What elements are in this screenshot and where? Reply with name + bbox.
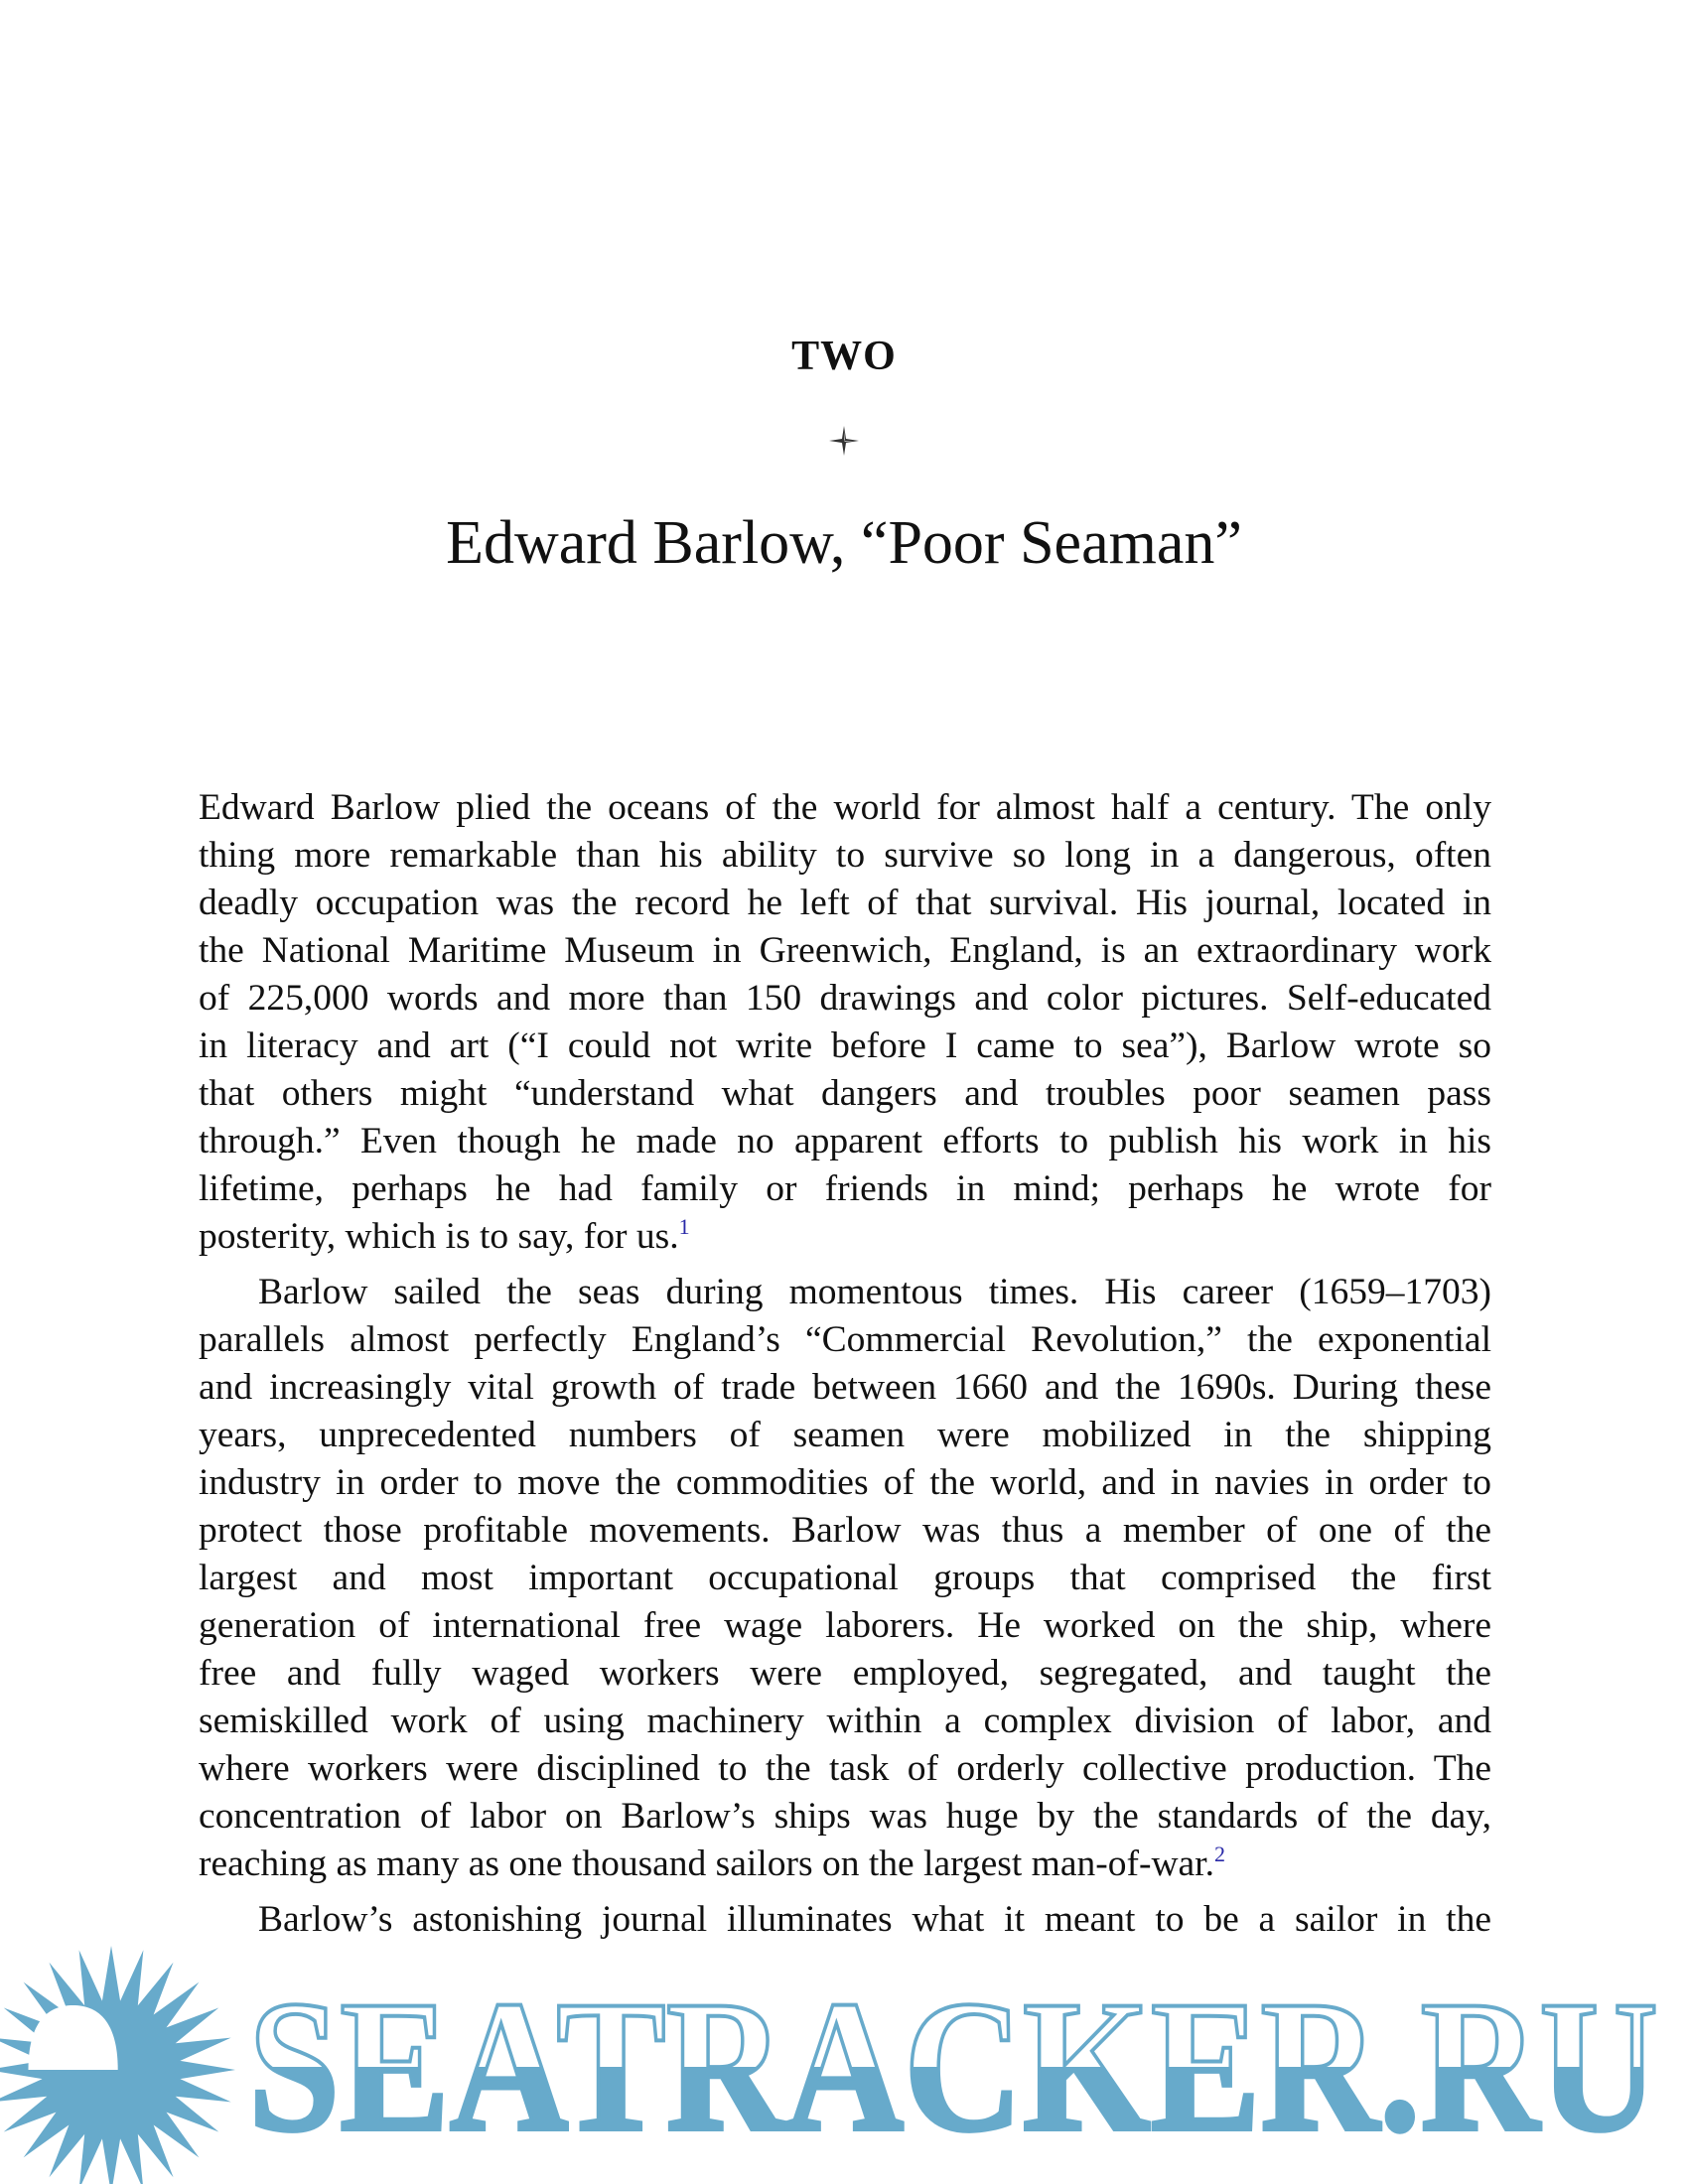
chapter-title: Edward Barlow, “Poor Seaman” [446,509,1242,577]
text-line: concentration of labor on Barlow’s ships was huge by the standards of the day, [199,1796,1491,1837]
text-line: semiskilled work of using machinery within a complex division of labor, and [199,1701,1491,1741]
text-line: the National Maritime Museum in Greenwich, England, is an extraordinary work [199,930,1491,971]
seatracker-watermark-logo [0,1936,1688,2184]
text-line: and increasingly vital growth of trade between 1660 and the 1690s. During these [199,1367,1491,1408]
text-line: Barlow’s astonishing journal illuminates what it meant to be a sailor in the [258,1899,1491,1940]
chapter-number: TWO [791,334,897,379]
sun-icon [0,1946,235,2184]
text-line: years, unprecedented numbers of seamen were mobilized in the shipping [199,1415,1491,1455]
text-line: thing more remarkable than his ability to survive so long in a dangerous, often [199,835,1491,876]
text-line: where workers were disciplined to the task of orderly collective production. The [199,1748,1491,1789]
text-line: that others might “understand what dangers and troubles poor seamen pass [199,1073,1491,1114]
text-line: industry in order to move the commodities of the world, and in navies in order to [199,1462,1491,1503]
text-line: Edward Barlow plied the oceans of the world for almost half a century. The only [199,787,1491,828]
watermark-text: SEATRACKER.RU [248,1963,1658,2171]
text-line-content: reaching as many as one thousand sailors on the largest man-of-war. [199,1843,1214,1884]
text-line: lifetime, perhaps he had family or friends in mind; perhaps he wrote for [199,1168,1491,1209]
text-line: largest and most important occupational groups that comprised the first [199,1558,1491,1598]
text-line: protect those profitable movements. Barlow was thus a member of one of the [199,1510,1491,1551]
text-line [199,1213,1491,1261]
text-line: free and fully waged workers were employed, segregated, and taught the [199,1653,1491,1694]
text-line-content: posterity, which is to say, for us. [199,1216,679,1257]
footnote-ref-2[interactable]: 2 [1213,1842,1225,1866]
text-line: deadly occupation was the record he left of that survival. His journal, located in [199,883,1491,923]
star-ornament-icon [828,425,860,457]
body-text [199,784,1491,1952]
text-line: in literacy and art (“I could not write before I came to sea”), Barlow wrote so [199,1025,1491,1066]
text-line: through.” Even though he made no apparent efforts to publish his work in his [199,1121,1491,1161]
footnote-ref-1[interactable]: 1 [678,1214,690,1239]
text-line [199,1841,1491,1888]
text-line: of 225,000 words and more than 150 drawings and color pictures. Self-educated [199,978,1491,1019]
paragraph-2 [199,1269,1491,1888]
paragraph-1 [199,784,1491,1261]
text-line: generation of international free wage laborers. He worked on the ship, where [199,1605,1491,1646]
text-line: Barlow sailed the seas during momentous times. His career (1659–1703) [258,1272,1491,1312]
text-line: parallels almost perfectly England’s “Commercial Revolution,” the exponential [199,1319,1491,1360]
